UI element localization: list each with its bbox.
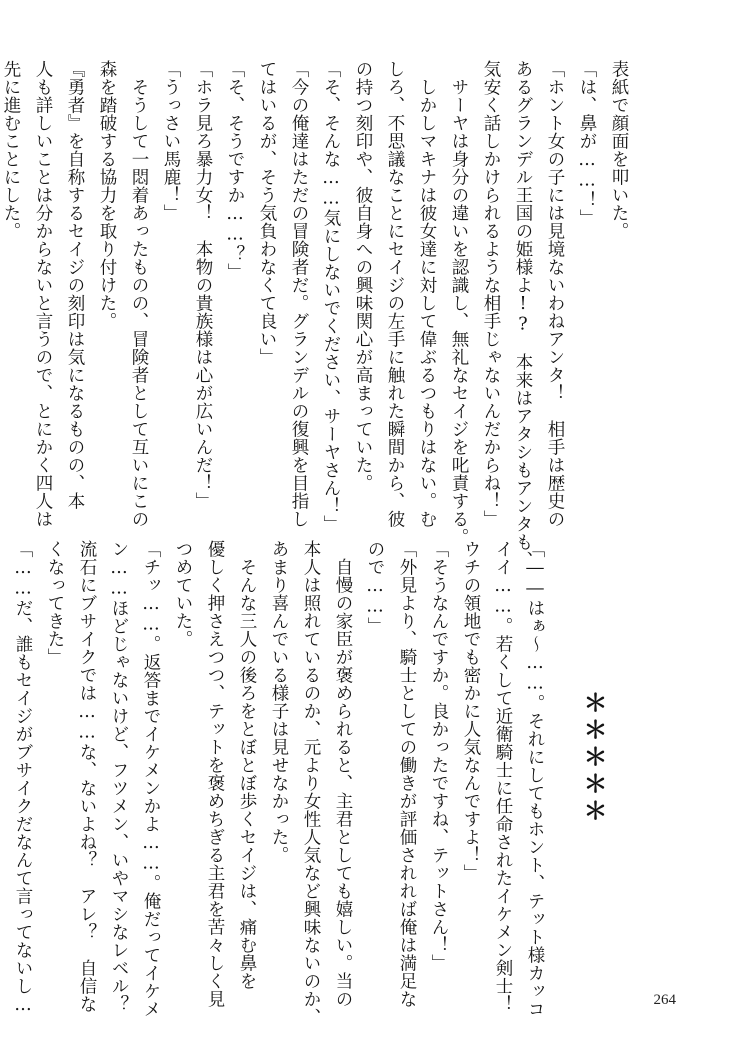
text-line: 「うっさい馬鹿！」 [161, 60, 181, 222]
text-line: 「――はぁ～……。それにしてもホント、テット様カッコ [525, 540, 545, 1018]
text-line: そうして一悶着あったものの、冒険者として互いにこの [129, 60, 149, 528]
text-line: 「チッ……。返答までイケメンかよ……。俺だってイケメ [141, 540, 161, 1018]
scene-break-separator: ＊＊＊＊＊ [579, 690, 608, 825]
text-line: 流石にブサイクでは……な、ないよね？ アレ？ 自信な [77, 540, 97, 1013]
text-line [0, 540, 4, 818]
text-line: 「そ、そんな……気にしないでください、サーヤさん！」 [321, 60, 341, 533]
text-line: 「そうなんですか。良かったですね、テットさん！」 [429, 540, 449, 972]
text-line: 「今の俺達はただの冒険者だ。グランデルの復興を目指し [289, 60, 309, 528]
text-line: 『勇者』を自称するセイジの刻印は気になるものの、本 [65, 60, 85, 510]
page-number: 264 [653, 992, 676, 1008]
text-line: ので……」 [365, 540, 385, 635]
text-line: 先に進むことにした。 [1, 60, 21, 240]
text-line: しかしマキナは彼女達に対して偉ぶるつもりはない。む [417, 60, 437, 528]
text-line: 「……だ、誰もセイジがブサイクだなんて言ってないし… [13, 540, 33, 1016]
text-line: 人も詳しいことは分からないと言うので、とにかく四人は [33, 60, 53, 528]
text-line: 「ホント女の子には見境ないわねアンタ！ 相手は歴史の [545, 60, 565, 528]
text-line: 優しく押さえつつ、テットを褒めちぎる主君を苦々しく見 [205, 540, 225, 1008]
text-line: ウチの領地でも密かに人気なんですよ！」 [461, 540, 481, 882]
text-line: あまり喜んでいる様子は見せなかった。 [269, 540, 289, 864]
text-line: 「ホラ見ろ暴力女！ 本物の貴族様は心が広いんだ！」 [193, 60, 213, 510]
top-text-block [0, 60, 632, 569]
text-line: 「外見より、騎士としての働きが評価されれば俺は満足な [397, 540, 417, 1008]
text-line: くなってきた」 [45, 540, 65, 666]
text-line: イイ……。若くして近衛騎士に任命されたイケメン剣士！ [493, 540, 513, 1013]
text-line: 「は、鼻が……！」 [577, 60, 597, 227]
text-line: あるグランデル王国の姫様よ!? 本来はアタシもアンタも、 [513, 60, 533, 569]
text-line: つめていた。 [173, 540, 193, 648]
text-line: の持つ刻印や、彼自身への興味関心が高まっていた。 [353, 60, 373, 492]
text-line: そんな三人の後ろをとぼとぼ歩くセイジは、痛む鼻を [237, 540, 257, 990]
text-line: てはいるが、そう気負わなくて良い」 [257, 60, 277, 366]
text-line: 表紙で顔面を叩いた。 [609, 60, 629, 240]
text-line: 自慢の家臣が褒められると、主君としても嬉しい。当の [333, 540, 353, 1008]
text-line: しろ、不思議なことにセイジの左手に触れた瞬間から、彼 [385, 60, 405, 528]
text-line: サーヤは身分の違いを認識し、無礼なセイジを叱責する。 [449, 60, 469, 546]
text-line: 気安く話しかけられるような相手じゃないんだからね！」 [481, 60, 501, 528]
bottom-text-block [0, 540, 632, 1026]
text-line: ン……ほどじゃないけど、フツメン、いやマシなレベル？ [109, 540, 129, 1013]
text-line: 本人は照れているのか、元より女性人気など興味ないのか、 [301, 540, 321, 1026]
text-line: 森を踏破する協力を取り付けた。 [97, 60, 117, 330]
text-line: 「そ、そうですか……？」 [225, 60, 245, 281]
